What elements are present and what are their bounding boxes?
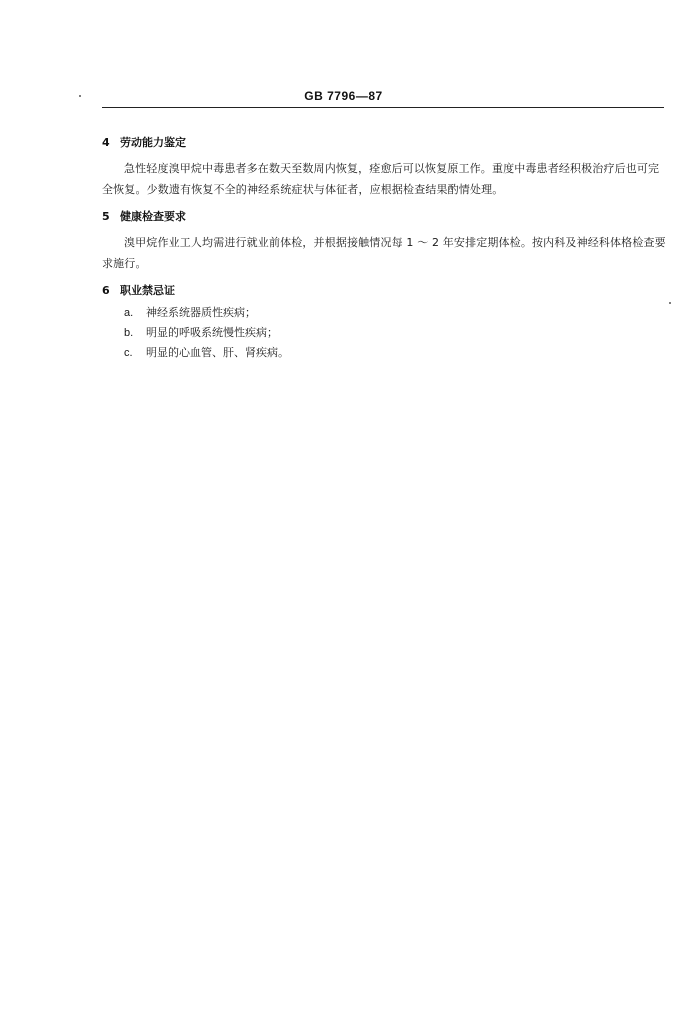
contraindication-list [124,303,289,363]
list-item [124,303,289,323]
section-body-4: 急性轻度溴甲烷中毒患者多在数天至数周内恢复，痊愈后可以恢复原工作。重度中毒患者经积极治疗后也可完全恢复。少数遗有恢复不全的神经系统症状与体征者，应根据检查结果酌情处理。 [102,162,660,196]
section-title: 健康检查要求 [120,210,186,223]
list-item [124,343,289,363]
list-marker: a. [124,307,134,319]
list-marker: c. [124,347,133,359]
list-text: 明显的心血管、肝、肾疾病。 [146,346,289,359]
section-heading-4 [102,134,186,150]
list-text: 明显的呼吸系统慢性疾病； [146,326,278,339]
scan-speck [669,302,671,304]
section-heading-5 [102,208,186,224]
standard-code: GB 7796—87 [304,89,383,103]
section-number: 6 [102,284,110,297]
section-number: 4 [102,136,110,149]
section-title: 劳动能力鉴定 [120,136,186,149]
section-title: 职业禁忌证 [120,284,175,297]
section-number: 5 [102,210,110,223]
list-item [124,323,289,343]
list-text: 神经系统器质性疾病； [146,306,256,319]
section-heading-6 [102,282,175,298]
section-body-5: 溴甲烷作业工人均需进行就业前体检，并根据接触情况每 1 ～ 2 年安排定期体检。按内科及神经科体格检查要求施行。 [102,236,666,270]
list-marker: b. [124,327,134,339]
header-rule [102,107,664,108]
